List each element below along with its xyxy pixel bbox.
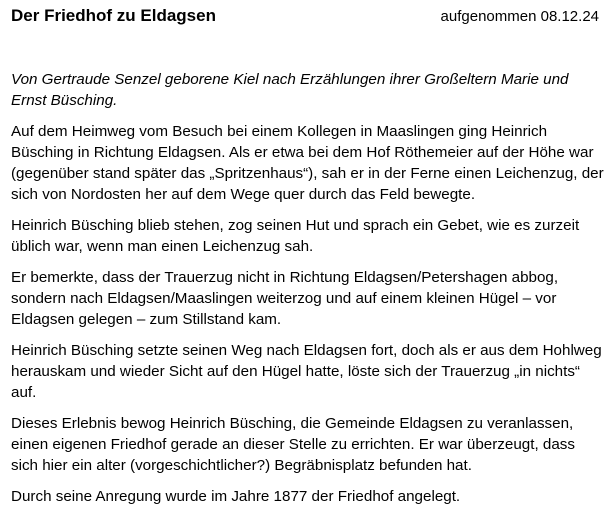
- paragraph-vanishing: Heinrich Büsching setzte seinen Weg nach Eldagsen fort, doch als er aus dem Hohlweg herauskam und wieder Sicht auf den Hügel hatte, löste sich der Trauerzug „in nichts“ auf.: [11, 342, 602, 401]
- paragraph-founding: Durch seine Anregung wurde im Jahre 1877 der Friedhof angelegt.: [11, 488, 461, 505]
- paragraph-prayer: Heinrich Büsching blieb stehen, zog seinen Hut und sprach ein Gebet, wie es zurzeit üblich war, wenn man einen Leichenzug sah.: [11, 217, 580, 255]
- recorded-date: aufgenommen 08.12.24: [440, 8, 599, 25]
- document-title: Der Friedhof zu Eldagsen: [11, 6, 216, 25]
- paragraph-procession-stop: Er bemerkte, dass der Trauerzug nicht in Richtung Eldagsen/Petershagen abbog, sondern nach Eldagsen/Maaslingen weiterzog und auf einem kleinen Hügel – vor Eldagsen gelegen – zum Stillstand kam.: [11, 269, 559, 328]
- author-byline: Von Gertraude Senzel geborene Kiel nach Erzählungen ihrer Großeltern Marie und Ernst Büsching.: [11, 71, 569, 109]
- paragraph-cemetery-idea: Dieses Erlebnis bewog Heinrich Büsching, die Gemeinde Eldagsen zu veranlassen, einen eigenen Friedhof gerade an dieser Stelle zu errichten. Er war überzeugt, dass sich hier ein alter (vorgeschichtlicher?) Begräbnisplatz befunden hat.: [11, 415, 575, 474]
- document-header: [11, 0, 605, 34]
- paragraph-homeward-walk: Auf dem Heimweg vom Besuch bei einem Kollegen in Maaslingen ging Heinrich Büsching in Richtung Eldagsen. Als er etwa bei dem Hof Röthemeier auf der Höhe war (gegenüber stand später das „Spritzenhaus“), sah er in der Ferne einen Leichenzug, der sich von Nordosten her auf dem Wege quer durch das Feld bewegte.: [11, 123, 604, 203]
